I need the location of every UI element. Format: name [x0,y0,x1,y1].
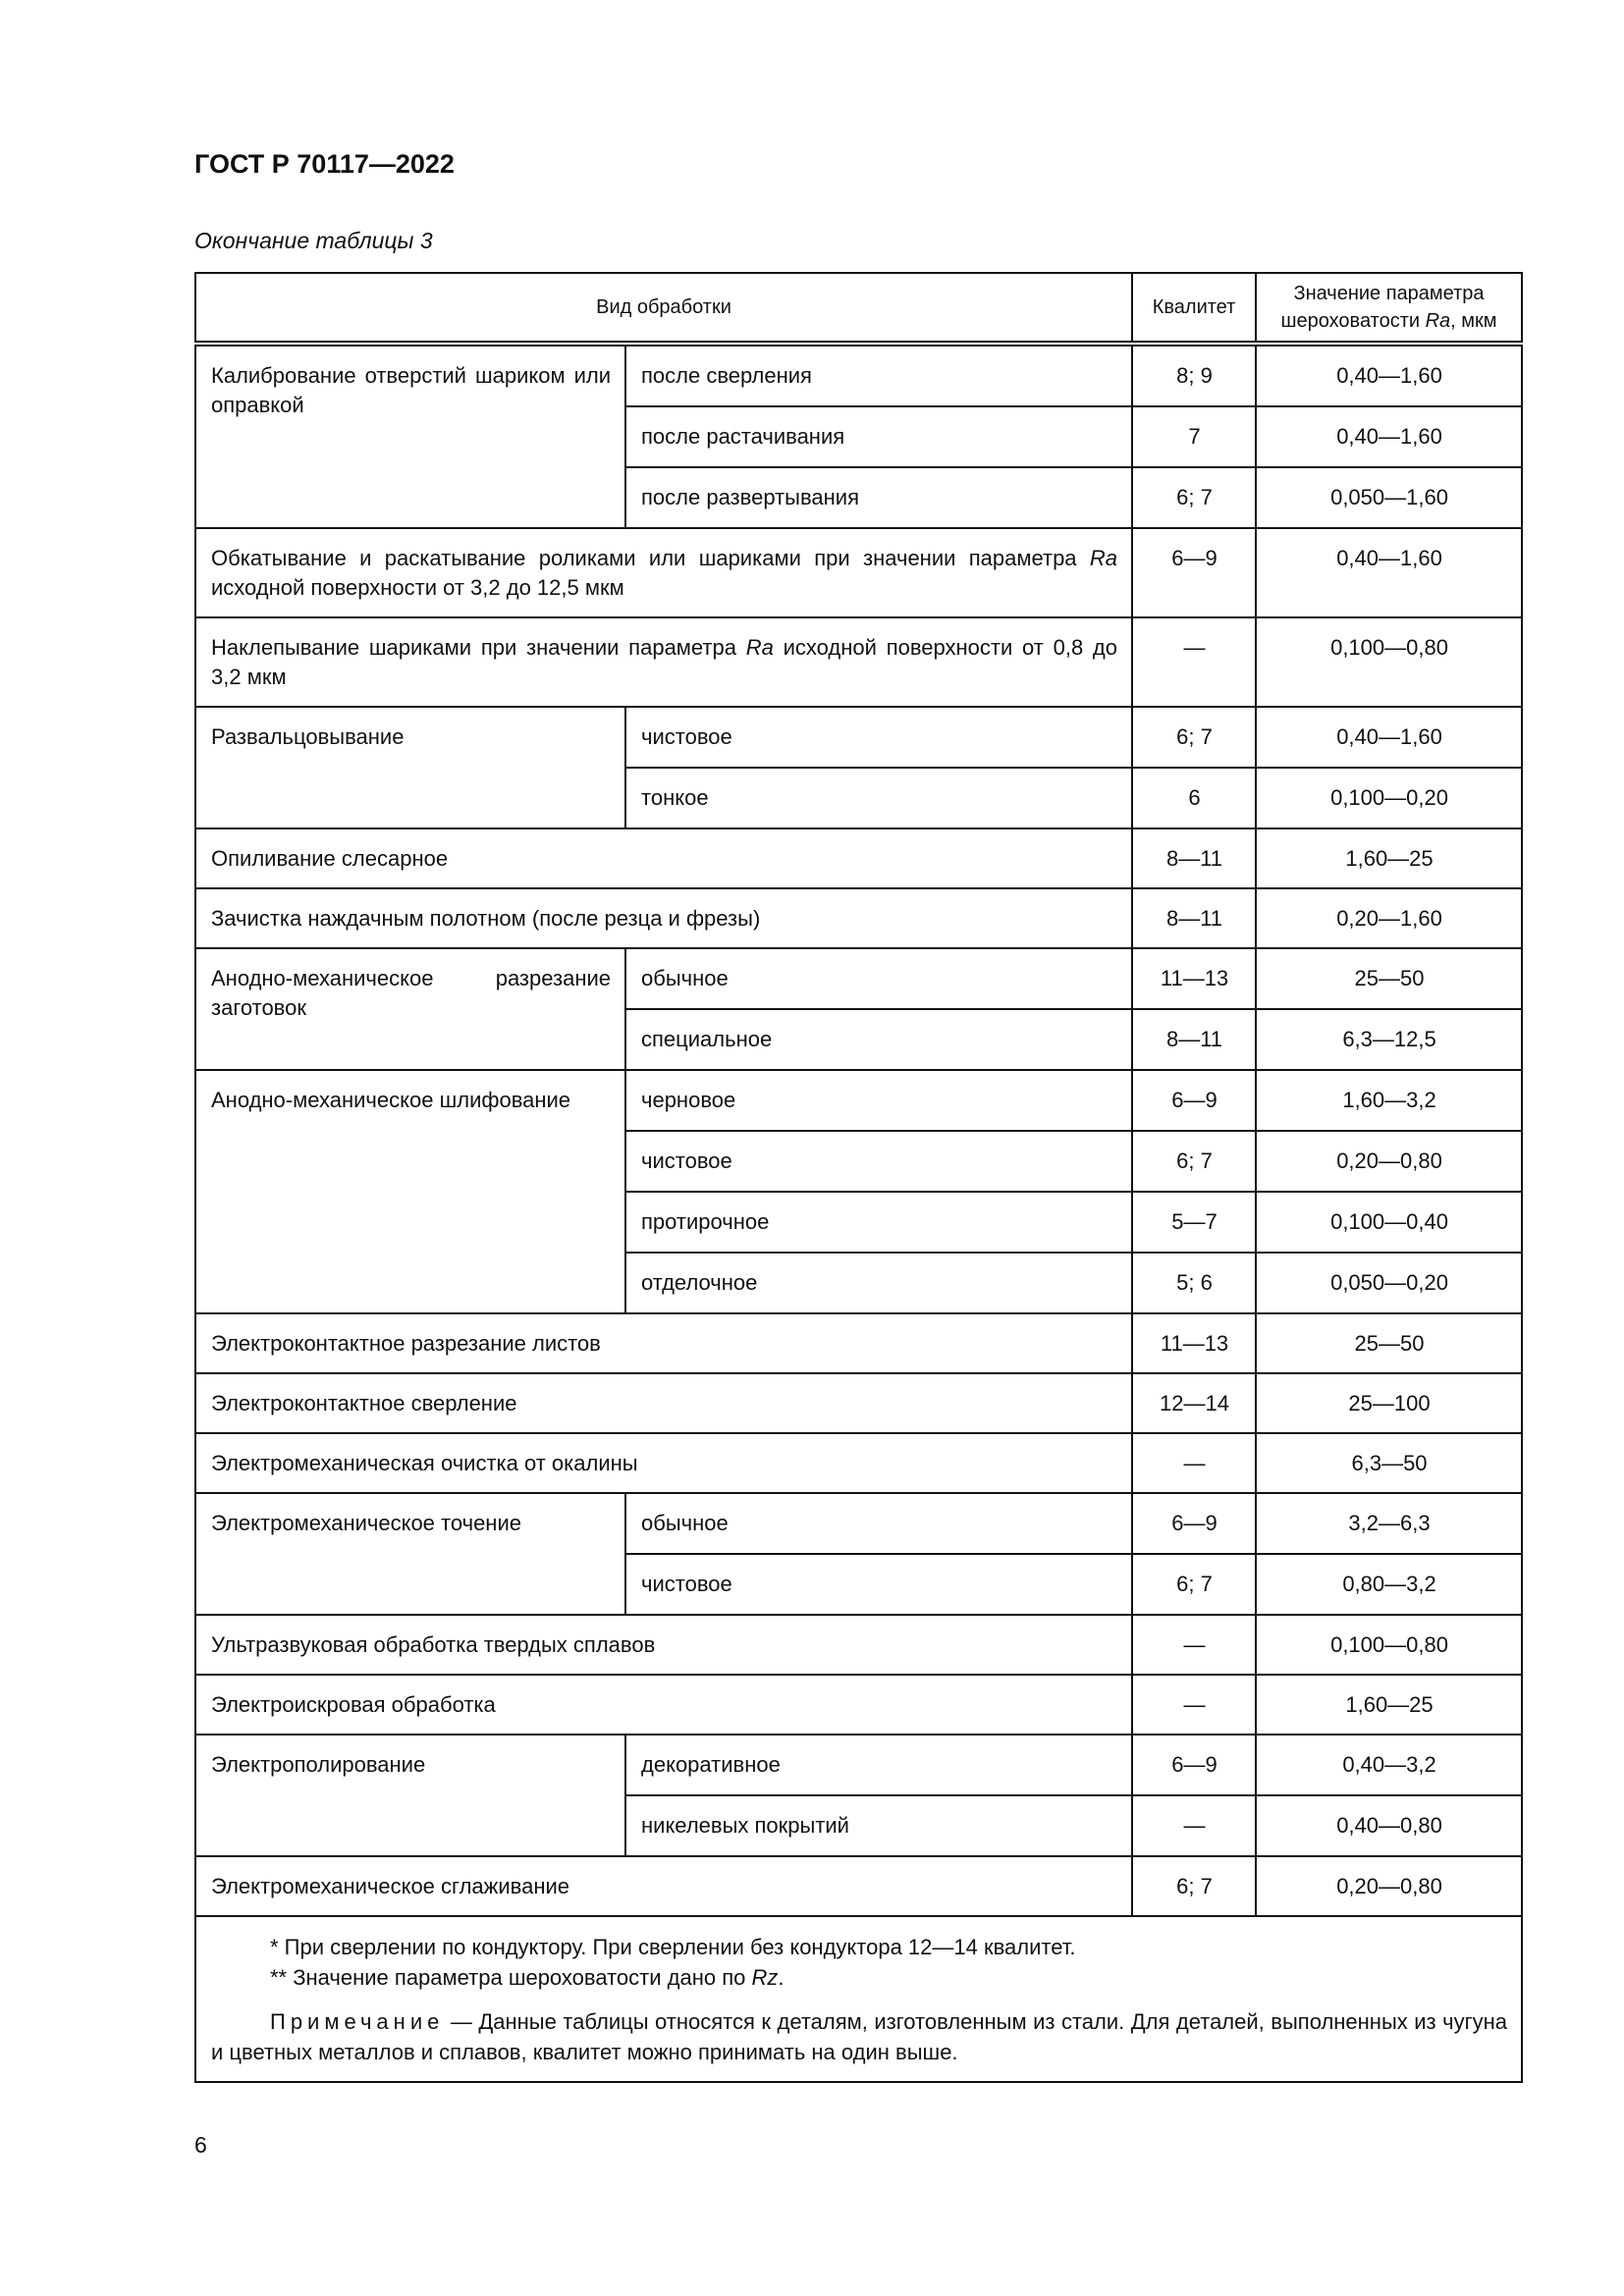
table-header-row [195,273,1522,344]
processing-type: Электромеханическая очистка от окалины [195,1433,1132,1493]
processing-type: Обкатывание и раскатывание роликами или шариками при значении параметра Ra исходной поверхности от 3,2 до 12,5 мкм [195,528,1132,617]
grade-cell: 7 [1132,406,1256,467]
processing-subtype: после растачивания [625,406,1132,467]
grade-cell: 6; 7 [1132,707,1256,768]
processing-type: Электроконтактное разрезание листов [195,1313,1132,1373]
table-row [195,528,1522,617]
grade-cell: 5; 6 [1132,1253,1256,1313]
roughness-cell: 0,40—1,60 [1256,707,1522,768]
roughness-cell: 0,40—0,80 [1256,1795,1522,1856]
table-row [195,1433,1522,1493]
roughness-cell: 0,40—1,60 [1256,344,1522,406]
processing-subtype: тонкое [625,768,1132,828]
table-row [195,617,1522,707]
table-note [211,2006,1507,2067]
italic-symbol: Ra [745,635,774,660]
roughness-cell: 3,2—6,3 [1256,1493,1522,1554]
grade-cell: 6; 7 [1132,467,1256,528]
table-row [195,828,1522,888]
table-row [195,1735,1522,1795]
table-row [195,948,1522,1009]
processing-subtype: никелевых покрытий [625,1795,1132,1856]
processing-subtype: протирочное [625,1192,1132,1253]
grade-cell: 6; 7 [1132,1554,1256,1615]
header-roughness: Значение параметра шероховатости Ra, мкм [1256,273,1522,344]
processing-type: Зачистка наждачным полотном (после резца и фрезы) [195,888,1132,948]
grade-cell: 6—9 [1132,528,1256,617]
roughness-cell: 0,050—1,60 [1256,467,1522,528]
italic-symbol: Ra [1425,310,1451,332]
processing-subtype: декоративное [625,1735,1132,1795]
grade-cell: 8—11 [1132,828,1256,888]
table-row [195,1373,1522,1433]
grade-cell: 6—9 [1132,1070,1256,1131]
grade-cell: 6—9 [1132,1493,1256,1554]
header-grade: Квалитет [1132,273,1256,344]
roughness-cell: 0,050—0,20 [1256,1253,1522,1313]
roughness-cell: 0,40—1,60 [1256,528,1522,617]
grade-cell: — [1132,617,1256,707]
header-processing-type: Вид обработки [195,273,1132,344]
processing-group: Электромеханическое точение [195,1493,625,1615]
processing-subtype: чистовое [625,1131,1132,1192]
roughness-cell: 0,80—3,2 [1256,1554,1522,1615]
grade-cell: 8—11 [1132,888,1256,948]
grade-cell: 6—9 [1132,1735,1256,1795]
roughness-cell: 0,100—0,40 [1256,1192,1522,1253]
table-body [195,344,1522,1916]
grade-cell: 8; 9 [1132,344,1256,406]
footnote-2: ** Значение параметра шероховатости дано по Rz. [270,1965,785,1990]
roughness-cell: 1,60—3,2 [1256,1070,1522,1131]
grade-cell: 11—13 [1132,948,1256,1009]
grade-cell: 6 [1132,768,1256,828]
processing-subtype: после развертывания [625,467,1132,528]
processing-group: Анодно-механическое разрезание заготовок [195,948,625,1070]
grade-cell: — [1132,1675,1256,1735]
processing-group: Электрополирование [195,1735,625,1856]
processing-subtype: отделочное [625,1253,1132,1313]
table-notes [195,1916,1522,2082]
processing-subtype: черновое [625,1070,1132,1131]
italic-symbol: Ra [1089,546,1118,570]
processing-type: Опиливание слесарное [195,828,1132,888]
roughness-cell: 1,60—25 [1256,1675,1522,1735]
roughness-cell: 0,100—0,20 [1256,768,1522,828]
grade-cell: 5—7 [1132,1192,1256,1253]
table-row [195,1856,1522,1916]
table-row [195,1675,1522,1735]
table-row [195,1615,1522,1675]
processing-type: Электроконтактное сверление [195,1373,1132,1433]
grade-cell: 8—11 [1132,1009,1256,1070]
roughness-cell: 25—50 [1256,1313,1522,1373]
table-notes-row [195,1916,1522,2082]
processing-subtype: после сверления [625,344,1132,406]
roughness-cell: 25—50 [1256,948,1522,1009]
roughness-cell: 0,100—0,80 [1256,1615,1522,1675]
footnote-1: * При сверлении по кондуктору. При сверлении без кондуктора 12—14 квалитет. [270,1935,1076,1959]
processing-type: Наклепывание шариками при значении параметра Ra исходной поверхности от 0,8 до 3,2 мкм [195,617,1132,707]
grade-cell: — [1132,1615,1256,1675]
page-number: 6 [194,2132,207,2158]
grade-cell: — [1132,1795,1256,1856]
table-row [195,344,1522,406]
processing-type: Электроискровая обработка [195,1675,1132,1735]
note-label: Примечание [270,2009,445,2034]
roughness-cell: 0,20—0,80 [1256,1131,1522,1192]
processing-subtype: обычное [625,948,1132,1009]
table-row [195,1070,1522,1131]
roughness-cell: 6,3—50 [1256,1433,1522,1493]
italic-symbol: Rz [751,1965,779,1990]
processing-subtype: чистовое [625,1554,1132,1615]
processing-group: Анодно-механическое шлифование [195,1070,625,1313]
grade-cell: 11—13 [1132,1313,1256,1373]
roughness-cell: 6,3—12,5 [1256,1009,1522,1070]
roughness-cell: 0,40—1,60 [1256,406,1522,467]
roughness-cell: 0,40—3,2 [1256,1735,1522,1795]
processing-type: Электромеханическое сглаживание [195,1856,1132,1916]
roughness-cell: 25—100 [1256,1373,1522,1433]
processing-subtype: чистовое [625,707,1132,768]
grade-cell: 6; 7 [1132,1856,1256,1916]
roughness-cell: 1,60—25 [1256,828,1522,888]
processing-type: Ультразвуковая обработка твердых сплавов [195,1615,1132,1675]
table-caption: Окончание таблицы 3 [194,228,433,253]
roughness-cell: 0,20—0,80 [1256,1856,1522,1916]
grade-cell: 12—14 [1132,1373,1256,1433]
roughness-table [194,272,1523,2083]
table-row [195,1313,1522,1373]
document-code: ГОСТ Р 70117—2022 [194,149,455,179]
table-row [195,1493,1522,1554]
roughness-cell: 0,20—1,60 [1256,888,1522,948]
grade-cell: — [1132,1433,1256,1493]
roughness-cell: 0,100—0,80 [1256,617,1522,707]
table-row [195,888,1522,948]
processing-group: Калибрование отверстий шариком или оправкой [195,344,625,528]
processing-subtype: специальное [625,1009,1132,1070]
processing-subtype: обычное [625,1493,1132,1554]
processing-group: Развальцовывание [195,707,625,828]
grade-cell: 6; 7 [1132,1131,1256,1192]
note-text: — Данные таблицы относятся к деталям, изготовленным из стали. Для деталей, выполненных из чугуна и цветных металлов и сплавов, квалитет можно принимать на один выше. [211,2009,1508,2064]
table-row [195,707,1522,768]
